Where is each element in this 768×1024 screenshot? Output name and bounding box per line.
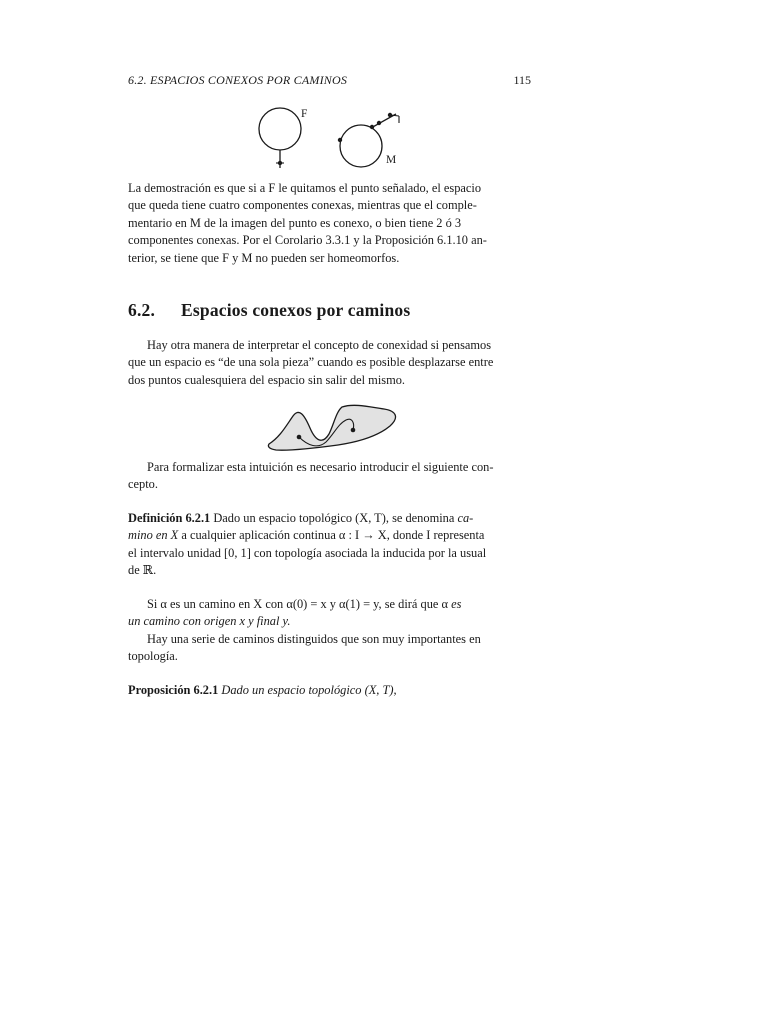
figure-f-m — [253, 106, 413, 170]
text-run: Dado un espacio topológico (X, T), se denomina — [210, 511, 458, 525]
text-line: que queda tiene cuatro componentes conexas, mientras que el comple- — [128, 198, 477, 213]
text-line: dos puntos cualesquiera del espacio sin salir del mismo. — [128, 372, 406, 387]
region-shape — [268, 405, 395, 450]
text-line — [128, 527, 531, 544]
running-head: 6.2. ESPACIOS CONEXOS POR CAMINOS — [128, 73, 348, 87]
text-line — [128, 596, 531, 613]
text-line: La demostración es que si a F le quitamos el punto señalado, el espacio — [128, 181, 482, 195]
f-point — [278, 161, 282, 165]
page-number: 115 — [513, 73, 531, 87]
f-circle — [259, 108, 301, 150]
proposition-statement: Dado un espacio topológico (X, T), — [218, 683, 397, 697]
m-junction-point — [370, 125, 374, 129]
text-run: es — [451, 597, 462, 611]
proposition-6-2-1 — [128, 682, 531, 699]
paragraph-path-origin — [128, 596, 531, 631]
m-marked-point — [377, 121, 381, 125]
paragraph-distinguished — [128, 631, 531, 666]
definition-label: Definición 6.2.1 — [128, 511, 211, 525]
page — [128, 0, 531, 1024]
text-line: topología. — [128, 649, 178, 664]
paragraph-formalize — [128, 459, 531, 494]
text-line: componentes conexas. Por el Corolario 3.3.1 y la Proposición 6.1.10 an- — [128, 233, 487, 248]
text-line: de ℝ. — [128, 563, 157, 578]
paragraph-demonstration — [128, 180, 531, 267]
text-line: terior, se tiene que F y M no pueden ser homeomorfos. — [128, 250, 400, 265]
paragraph-intro — [128, 337, 531, 389]
label-m: M — [386, 154, 397, 166]
m-left-point — [338, 138, 342, 142]
path-end-point — [351, 428, 356, 433]
m-segment — [371, 114, 396, 128]
text-line — [128, 510, 531, 527]
label-f: F — [301, 108, 308, 120]
text-line: mentario en M de la imagen del punto es conexo, o bien tiene 2 ó 3 — [128, 215, 462, 230]
figure-f-m-drawing — [253, 106, 413, 170]
text-run: mino en X — [128, 528, 179, 543]
path-start-point — [297, 435, 302, 440]
m-circle — [340, 125, 382, 167]
section-title: Espacios conexos por caminos — [181, 300, 411, 320]
definition-6-2-1 — [128, 510, 531, 580]
text-line: Hay otra manera de interpretar el concepto de conexidad si pensamos — [147, 338, 492, 352]
figure-path-region — [266, 404, 398, 454]
section-heading — [128, 300, 531, 321]
m-end-point — [388, 113, 392, 117]
text-run: a cualquier aplicación continua α : I → X, donde I representa — [178, 528, 485, 543]
section-number: 6.2. — [128, 300, 156, 320]
text-line: que un espacio es “de una sola pieza” cuando es posible desplazarse entre — [128, 355, 494, 370]
text-line: un camino con origen x y final y. — [128, 614, 291, 629]
proposition-label: Proposición 6.2.1 — [128, 683, 219, 697]
figure-path-region-drawing — [266, 404, 398, 454]
text-line: Para formalizar esta intuición es necesario introducir el siguiente con- — [147, 460, 494, 474]
text-line: cepto. — [128, 477, 158, 492]
text-run: Si α es un camino en X con α(0) = x y α(1) = y, se dirá que α — [147, 597, 452, 611]
text-line: el intervalo unidad [0, 1] con topología asociada la inducida por la usual — [128, 545, 487, 560]
text-line: Hay una serie de caminos distinguidos que son muy importantes en — [147, 632, 481, 646]
text-run: ca- — [457, 511, 474, 525]
